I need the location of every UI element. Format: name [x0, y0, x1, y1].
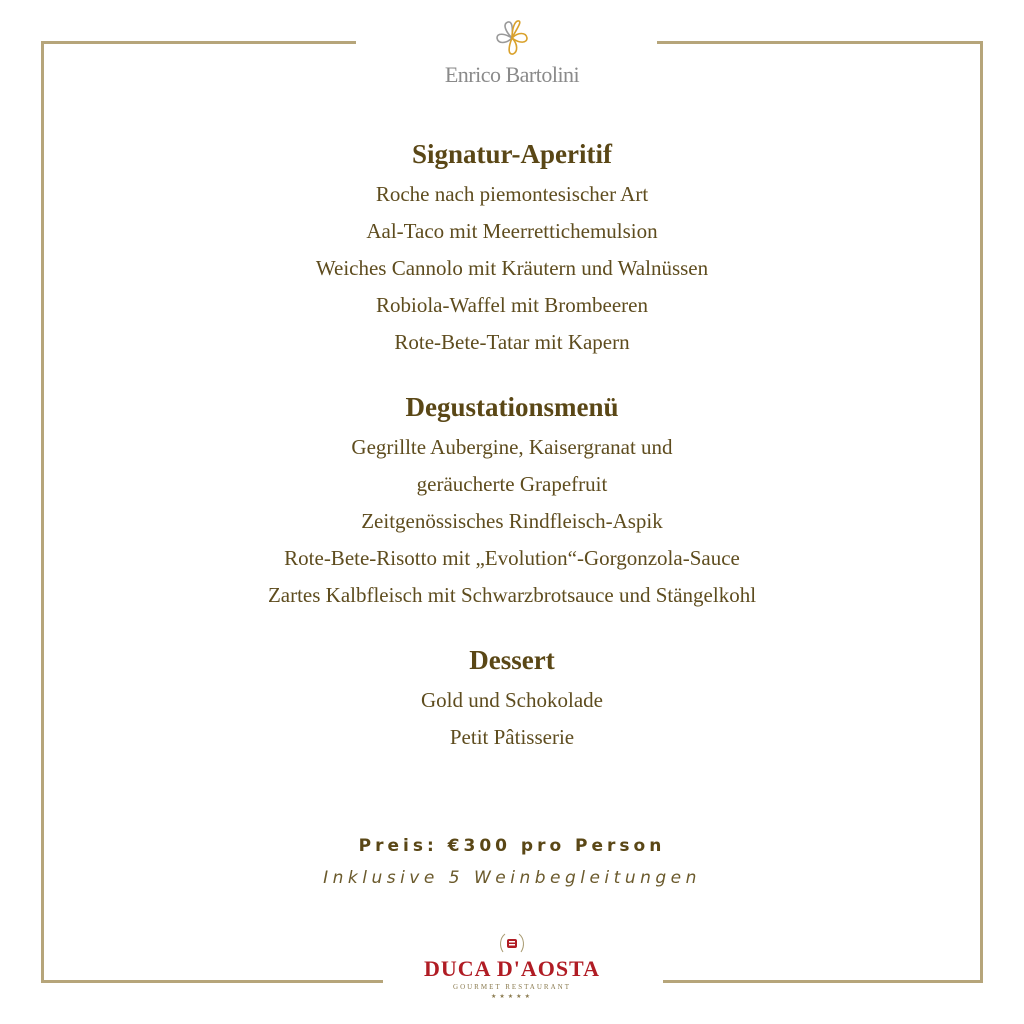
crest-icon [497, 930, 527, 956]
menu-item: Robiola-Waffel mit Brombeeren [375, 293, 648, 317]
menu-section-dessert [0, 642, 1024, 756]
menu-item: Rote-Bete-Risotto mit „Evolution“-Gorgonzola-Sauce [284, 546, 740, 570]
menu-section-aperitif [0, 136, 1024, 361]
section-title: Signatur-Aperitif [412, 139, 612, 169]
menu-item: Roche nach piemontesischer Art [375, 182, 649, 206]
restaurant-logo [0, 930, 1024, 1002]
menu-item: Zartes Kalbfleisch mit Schwarzbrotsauce und Stängelkohl [267, 583, 757, 607]
brand-logo [0, 18, 1024, 88]
inclusive-text: Inklusive 5 Weinbegleitungen [323, 868, 701, 888]
price-text: Preis: €300 pro Person [358, 836, 666, 856]
menu-section-tasting [0, 389, 1024, 614]
menu-content [0, 136, 1024, 784]
menu-item: Petit Pâtisserie [449, 725, 575, 749]
brand-name: Enrico Bartolini [444, 62, 580, 87]
menu-item: Gold und Schokolade [421, 688, 603, 712]
restaurant-stars: ★★★★★ [491, 993, 533, 1000]
clover-icon [492, 18, 532, 58]
section-title: Degustationsmenü [405, 392, 619, 422]
menu-item: Weiches Cannolo mit Kräutern und Walnüssen [315, 256, 709, 280]
menu-item: Aal-Taco mit Meerrettichemulsion [366, 219, 658, 243]
menu-item: Rote-Bete-Tatar mit Kapern [394, 330, 630, 354]
section-title: Dessert [469, 645, 555, 675]
menu-item: Zeitgenössisches Rindfleisch-Aspik [361, 509, 663, 533]
restaurant-subtitle: GOURMET RESTAURANT [453, 983, 571, 991]
menu-item: Gegrillte Aubergine, Kaisergranat und [351, 435, 673, 459]
menu-item: geräucherte Grapefruit [416, 472, 608, 496]
restaurant-name: DUCA D'AOSTA [423, 956, 600, 981]
